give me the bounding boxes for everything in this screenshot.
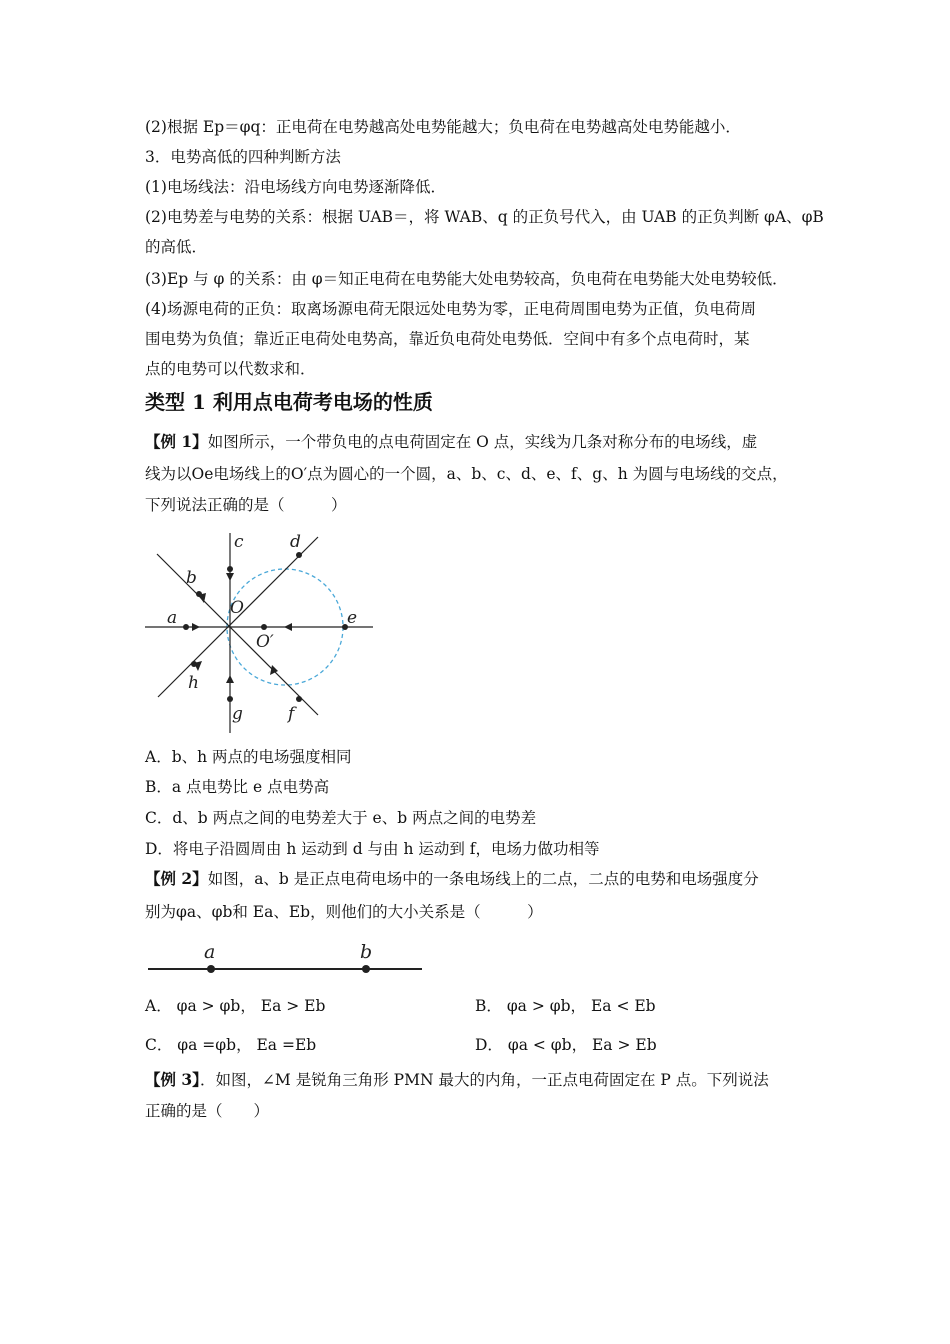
label-a: a <box>167 608 178 628</box>
point-d <box>296 552 302 558</box>
point-b <box>196 591 202 597</box>
label-o-prime: O′ <box>256 632 274 652</box>
example-2-line-2: 别为φa、φb和 Ea、Eb，则他们的大小关系是（ ） <box>145 903 543 921</box>
label-o: O <box>230 598 244 618</box>
example-2-option-c: C． φa =φb， Ea =Eb <box>145 1036 317 1054</box>
example-2-tag: 【例 2】 <box>145 869 208 888</box>
example-1-option-a: A．b、h 两点的电场强度相同 <box>145 748 352 766</box>
example-3-text-1: ．如图，∠M 是锐角三角形 PMN 最大的内角，一正点电荷固定在 P 点。下列说法 <box>199 1071 769 1089</box>
label-h: h <box>188 673 199 693</box>
label-e: e <box>347 608 358 628</box>
intro-line-9: 点的电势可以代数求和． <box>145 360 316 378</box>
example-1-text-1: 如图所示，一个带负电的点电荷固定在 O 点，实线为几条对称分布的电场线，虚 <box>207 433 758 451</box>
point-g <box>227 696 233 702</box>
example-2-line-1 <box>145 867 759 891</box>
electric-field-line-figure <box>140 938 430 978</box>
intro-line-6: (3)Ep 与 φ 的关系：由 φ＝知正电荷在电势能大处电势较高，负电荷在电势能大处电势较低． <box>145 270 788 288</box>
label-point-b: b <box>360 941 373 963</box>
example-2-option-b: B． φa > φb， Ea < Eb <box>475 997 656 1015</box>
intro-line-2: 3．电势高低的四种判断方法 <box>145 148 341 166</box>
example-3-tag: 【例 3】 <box>145 1070 200 1089</box>
example-2-text-1: 如图，a、b 是正点电荷电场中的一条电场线上的二点，二点的电势和电场强度分 <box>207 870 759 888</box>
point-a <box>183 624 189 630</box>
dot-a <box>207 965 215 973</box>
example-2-option-a: A． φa > φb， Ea > Eb <box>145 997 326 1015</box>
example-1-line-2: 线为以Oe电场线上的O′点为圆心的一个圆，a、b、c、d、e、f、g、h 为圆与电场线的交点， <box>145 465 788 483</box>
arrow-g <box>226 675 234 683</box>
intro-line-1: (2)根据 Ep＝φq：正电荷在电势越高处电势能越大；负电荷在电势越高处电势能越小． <box>145 118 741 136</box>
example-1-tag: 【例 1】 <box>145 432 208 451</box>
label-g: g <box>232 704 243 724</box>
arrow-a <box>192 623 200 631</box>
example-3-line-2: 正确的是（ ） <box>145 1102 270 1120</box>
point-h <box>191 661 197 667</box>
intro-line-3: (1)电场线法：沿电场线方向电势逐渐降低． <box>145 178 446 196</box>
point-c <box>227 566 233 572</box>
label-d: d <box>290 532 301 552</box>
intro-line-7: (4)场源电荷的正负：取离场源电荷无限远处电势为零，正电荷周围电势为正值，负电荷周 <box>145 300 756 318</box>
arrow-c <box>226 573 234 581</box>
dot-b <box>362 965 370 973</box>
label-point-a: a <box>204 941 216 963</box>
example-2-option-d: D． φa < φb， Ea > Eb <box>475 1036 657 1054</box>
point-f <box>296 696 302 702</box>
arrow-e <box>284 623 292 631</box>
intro-line-4: (2)电势差与电势的关系：根据 UAB＝，将 WAB、q 的正负号代入，由 UAB 的正负判断 φA、φB <box>145 208 824 226</box>
example-1-option-c: C．d、b 两点之间的电势差大于 e、b 两点之间的电势差 <box>145 809 537 827</box>
example-1-option-b: B．a 点电势比 e 点电势高 <box>145 778 330 796</box>
intro-line-8: 围电势为负值；靠近正电荷处电势高，靠近负电荷处电势低．空间中有多个点电荷时，某 <box>145 330 750 348</box>
label-f: f <box>288 704 295 724</box>
intro-line-5: 的高低． <box>145 238 208 256</box>
label-c: c <box>234 532 244 552</box>
section-title: 类型 1 利用点电荷考电场的性质 <box>145 390 433 414</box>
point-o-prime <box>261 624 267 630</box>
example-3-line-1 <box>145 1068 769 1092</box>
label-b: b <box>186 568 197 588</box>
field-line-diag-1 <box>157 554 318 715</box>
example-1-line-1 <box>145 430 757 454</box>
example-1-line-3: 下列说法正确的是（ ） <box>145 496 347 514</box>
field-lines-figure <box>140 525 380 740</box>
example-1-option-d: D．将电子沿圆周由 h 运动到 d 与由 h 运动到 f，电场力做功相等 <box>145 840 600 858</box>
